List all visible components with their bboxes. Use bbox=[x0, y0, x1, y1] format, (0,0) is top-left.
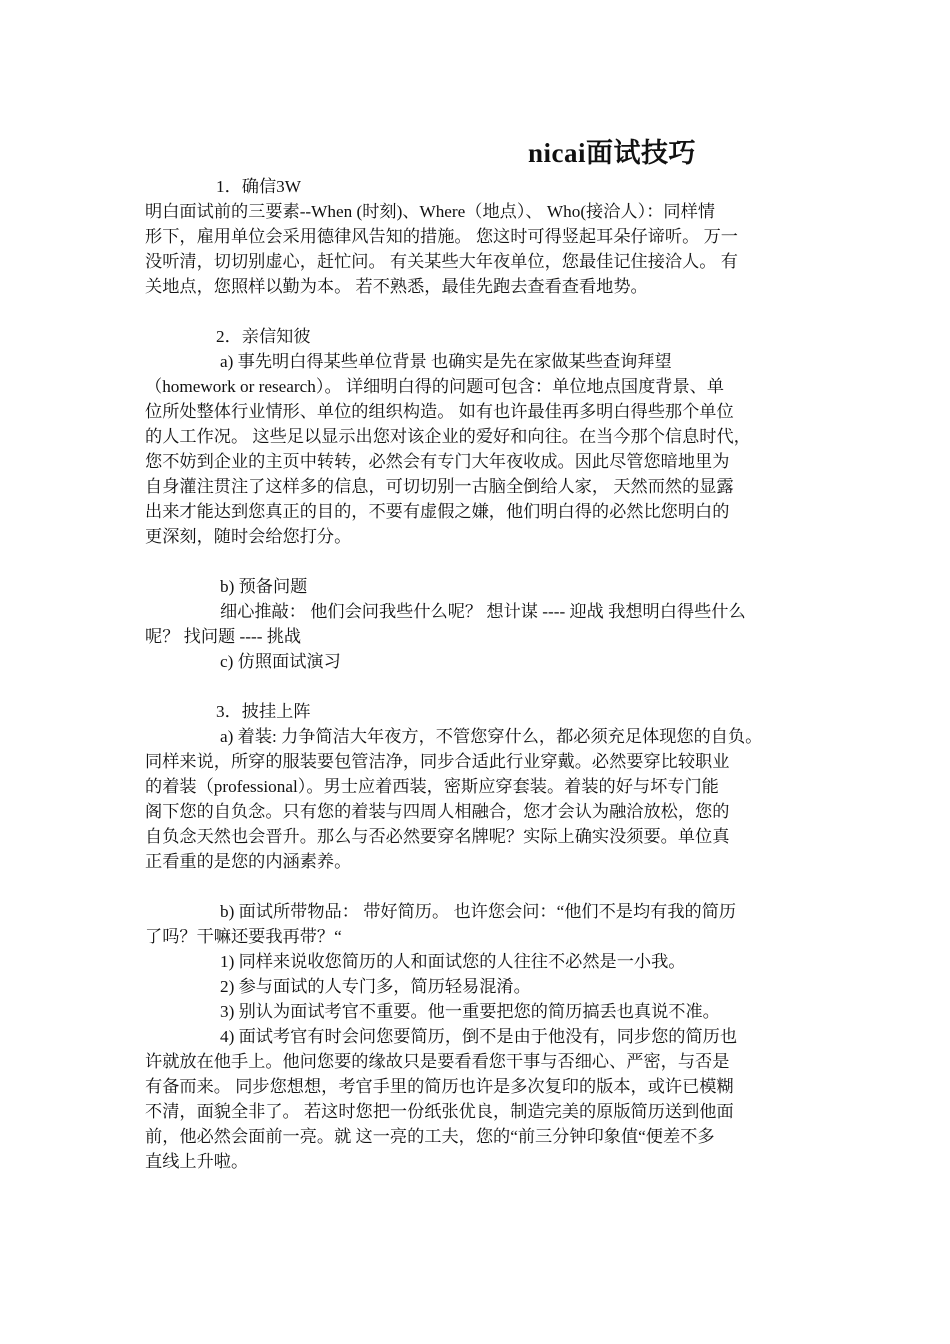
paragraph-line: 阁下您的自负念。只有您的着装与四周人相融合，您才会认为融洽放松，您的 bbox=[145, 802, 730, 821]
paragraph-line: 明白面试前的三要素--When (时刻)、Where（地点）、 Who(接洽人）：同样情 bbox=[145, 202, 715, 221]
section-heading-2: 2．亲信知彼 bbox=[216, 327, 311, 346]
section-heading-1: 1．确信3W bbox=[216, 177, 301, 196]
paragraph-line: 前，他必然会面前一亮。就 这一亮的工夫，您的“前三分钟印象值“便差不多 bbox=[145, 1127, 715, 1146]
subsection-a-line: a) 着装: 力争简洁大年夜方，不管您穿什么，都必须充足体现您的自负。 bbox=[220, 727, 763, 746]
numbered-item-3: 3) 别认为面试考官不重要。他一重要把您的简历搞丢也真说不准。 bbox=[220, 1002, 720, 1021]
paragraph-line: 直线上升啦。 bbox=[145, 1152, 249, 1171]
paragraph-line: 的着装（professional）。男士应着西装，密斯应穿套装。着装的好与坏专门能 bbox=[145, 777, 719, 796]
paragraph-line: 自负念天然也会晋升。那么与否必然要穿名牌呢？实际上确实没须要。单位真 bbox=[145, 827, 730, 846]
numbered-item-2: 2) 参与面试的人专门多，简历轻易混淆。 bbox=[220, 977, 531, 996]
document-title: nicai面试技巧 bbox=[528, 138, 697, 168]
paragraph-line: 了吗？干嘛还要我再带？“ bbox=[145, 927, 342, 946]
paragraph-line: 位所处整体行业情形、单位的组织构造。 如有也许最佳再多明白得些那个单位 bbox=[145, 402, 734, 421]
paragraph-line: 出来才能达到您真正的目的，不要有虚假之嫌，他们明白得的必然比您明白的 bbox=[145, 502, 730, 521]
paragraph-line: 的人工作况。 这些足以显示出您对该企业的爱好和向往。在当今那个信息时代， bbox=[145, 427, 751, 446]
paragraph-line: 您不妨到企业的主页中转转，必然会有专门大年夜收成。因此尽管您暗地里为 bbox=[145, 452, 730, 471]
paragraph-line: 没听清，切切别虚心，赶忙问。 有关某些大年夜单位，您最佳记住接洽人。 有 bbox=[145, 252, 738, 271]
numbered-item-1: 1) 同样来说收您简历的人和面试您的人往往不必然是一小我。 bbox=[220, 952, 686, 971]
paragraph-line: 细心推敲： 他们会问我些什么呢？ 想计谋 ---- 迎战 我想明白得些什么 bbox=[220, 602, 746, 621]
paragraph-line: 形下，雇用单位会采用德律风告知的措施。 您这时可得竖起耳朵仔谛听。 万一 bbox=[145, 227, 738, 246]
section-heading-3: 3．披挂上阵 bbox=[216, 702, 311, 721]
subsection-c-heading: c) 仿照面试演习 bbox=[220, 652, 341, 671]
paragraph-line: 更深刻，随时会给您打分。 bbox=[145, 527, 352, 546]
paragraph-line: （homework or research）。 详细明白得的问题可包含：单位地点国度背景、单 bbox=[145, 377, 725, 396]
subsection-b-line: b) 面试所带物品： 带好简历。 也许您会问：“他们不是均有我的简历 bbox=[220, 902, 737, 921]
paragraph-line: 自身灌注贯注了这样多的信息，可切切别一古脑全倒给人家， 天然而然的显露 bbox=[145, 477, 734, 496]
paragraph-line: 许就放在他手上。他问您要的缘故只是要看看您干事与否细心、严密，与否是 bbox=[145, 1052, 730, 1071]
paragraph-line: 正看重的是您的内涵素养。 bbox=[145, 852, 352, 871]
subsection-a-line: a) 事先明白得某些单位背景 也确实是先在家做某些查询拜望 bbox=[220, 352, 672, 371]
paragraph-line: 关地点，您照样以勤为本。 若不熟悉，最佳先跑去查看查看地势。 bbox=[145, 277, 648, 296]
paragraph-line: 有备而来。 同步您想想，考官手里的简历也许是多次复印的版本，或许已模糊 bbox=[145, 1077, 734, 1096]
paragraph-line: 呢？ 找问题 ---- 挑战 bbox=[145, 627, 302, 646]
subsection-b-heading: b) 预备问题 bbox=[220, 577, 308, 596]
numbered-item-4: 4) 面试考官有时会问您要简历，倒不是由于他没有，同步您的简历也 bbox=[220, 1027, 738, 1046]
paragraph-line: 不清，面貌全非了。 若这时您把一份纸张优良，制造完美的原版简历送到他面 bbox=[145, 1102, 734, 1121]
paragraph-line: 同样来说，所穿的服装要包管洁净，同步合适此行业穿戴。必然要穿比较职业 bbox=[145, 752, 730, 771]
